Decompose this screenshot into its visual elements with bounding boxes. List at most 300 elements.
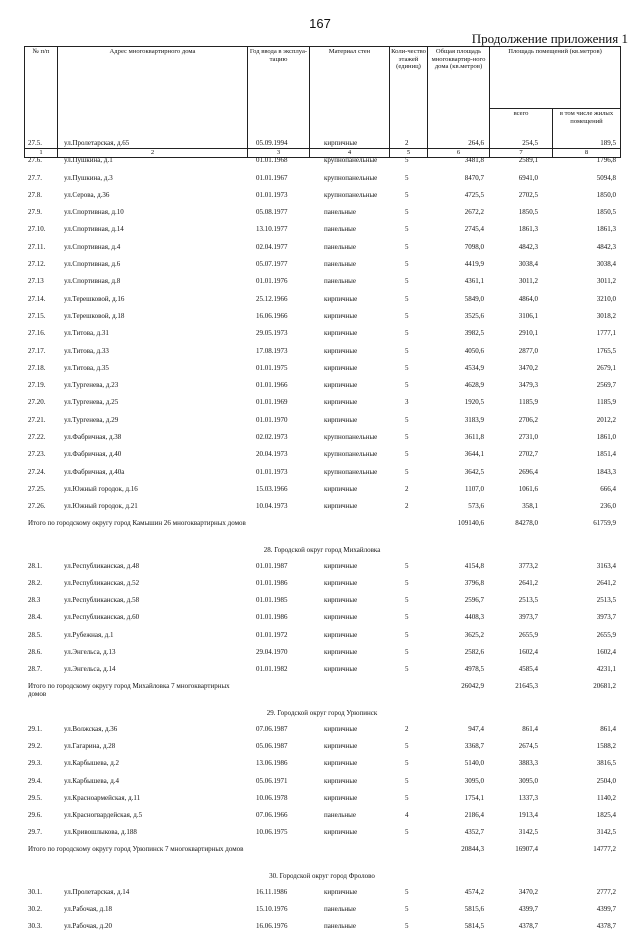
floors: 5 xyxy=(405,381,409,390)
premises-area: 4378,7 xyxy=(518,922,538,931)
table-row xyxy=(24,257,620,274)
living-area: 2655,9 xyxy=(596,630,616,639)
living-area: 3018,2 xyxy=(596,311,616,320)
address: ул.Спортивная, д.6 xyxy=(64,260,121,269)
wall-material: кирпичные xyxy=(324,561,358,570)
wall-material: крупнопанельные xyxy=(324,190,378,199)
commission-date: 01.01.1987 xyxy=(256,561,288,570)
living-area: 4378,7 xyxy=(596,922,616,931)
commission-date: 29.05.1973 xyxy=(256,329,288,338)
commission-date: 02.02.1973 xyxy=(256,433,288,442)
total-row xyxy=(24,843,620,867)
premises-area: 4842,3 xyxy=(518,242,538,251)
table-row xyxy=(24,808,620,825)
wall-material: крупнопанельные xyxy=(324,433,378,442)
total-area: 4978,5 xyxy=(464,665,484,674)
living-area: 1796,8 xyxy=(596,156,616,165)
address: ул.Карбышева, д.4 xyxy=(64,776,120,785)
commission-date: 01.01.1986 xyxy=(256,613,288,622)
row-number: 30.3. xyxy=(28,922,42,931)
row-number: 27.26. xyxy=(28,502,46,511)
total-area: 3642,5 xyxy=(464,467,484,476)
address: ул.Республиканская, д.58 xyxy=(64,596,140,605)
row-number: 28.6. xyxy=(28,648,42,657)
floors: 5 xyxy=(405,208,409,217)
wall-material: кирпичные xyxy=(324,776,358,785)
row-number: 27.10. xyxy=(28,225,46,234)
row-number: 27.9. xyxy=(28,208,42,217)
premises-area: 3470,2 xyxy=(518,363,538,372)
table-row xyxy=(24,576,620,593)
floors: 5 xyxy=(405,759,409,768)
total-area: 5140,0 xyxy=(464,759,484,768)
premises-area: 2731,0 xyxy=(518,433,538,442)
row-number: 28.5. xyxy=(28,630,42,639)
group-uryupinsk xyxy=(24,722,620,843)
wall-material: кирпичные xyxy=(324,887,358,896)
table-row xyxy=(24,825,620,842)
premises-area: 4585,4 xyxy=(518,665,538,674)
living-area: 1861,3 xyxy=(596,225,616,234)
table-row xyxy=(24,430,620,447)
total-area: 4408,3 xyxy=(464,613,484,622)
total-area: 3982,5 xyxy=(464,329,484,338)
commission-date: 05.08.1977 xyxy=(256,208,288,217)
total-area: 3368,7 xyxy=(464,741,484,750)
address: ул.Красногвардейская, д.5 xyxy=(64,811,143,820)
commission-date: 02.04.1977 xyxy=(256,242,288,251)
living-area: 1602,4 xyxy=(596,648,616,657)
address: ул.Терешковой, д.16 xyxy=(64,294,125,303)
section-title: 29. Городской округ город Урюпинск xyxy=(266,708,378,717)
commission-date: 15.10.1976 xyxy=(256,904,288,913)
living-area: 3142,5 xyxy=(596,828,616,837)
total-area: 5814,5 xyxy=(464,922,484,931)
table-row xyxy=(24,344,620,361)
table-row xyxy=(24,240,620,257)
commission-date: 05.06.1987 xyxy=(256,741,288,750)
wall-material: кирпичные xyxy=(324,381,358,390)
commission-date: 01.01.1975 xyxy=(256,363,288,372)
total-area: 4725,5 xyxy=(464,190,484,199)
row-number: 27.13 xyxy=(28,277,44,286)
living-area: 1588,2 xyxy=(596,741,616,750)
floors: 5 xyxy=(405,665,409,674)
table-row xyxy=(24,756,620,773)
table-row xyxy=(24,610,620,627)
total-premises: 21645,3 xyxy=(515,681,538,690)
floors: 5 xyxy=(405,225,409,234)
table-row xyxy=(24,919,620,936)
premises-area: 2702,5 xyxy=(518,190,538,199)
premises-area: 3883,3 xyxy=(518,759,538,768)
commission-date: 01.01.1973 xyxy=(256,190,288,199)
premises-area: 3106,1 xyxy=(518,311,538,320)
appendix-note: Продолжение приложения 1 xyxy=(471,31,628,46)
table-row xyxy=(24,722,620,739)
total-area: 1107,0 xyxy=(465,484,484,493)
address: ул.Республиканская, д.48 xyxy=(64,561,140,570)
living-area: 2504,0 xyxy=(596,776,616,785)
premises-area: 3095,0 xyxy=(518,776,538,785)
table-row xyxy=(24,274,620,291)
wall-material: крупнопанельные xyxy=(324,156,378,165)
premises-area: 1913,4 xyxy=(518,811,538,820)
row-number: 27.19. xyxy=(28,381,46,390)
living-area: 3163,4 xyxy=(596,561,616,570)
total-area: 4574,2 xyxy=(464,887,484,896)
total-label: Итого по городскому округу город Михайловка 7 многоквартирных домов xyxy=(28,681,230,699)
total-label: Итого по городскому округу город Камышин 26 многоквартирных домов xyxy=(28,518,246,527)
total-area: 4050,6 xyxy=(464,346,484,355)
total-area: 2186,4 xyxy=(464,811,484,820)
total-area: 3625,2 xyxy=(464,630,484,639)
premises-area: 3479,3 xyxy=(518,381,538,390)
commission-date: 25.12.1966 xyxy=(256,294,288,303)
premises-area: 6941,0 xyxy=(518,173,538,182)
wall-material: кирпичные xyxy=(324,648,358,657)
premises-area: 2910,1 xyxy=(518,329,538,338)
total-area: 4419,9 xyxy=(464,260,484,269)
total-row xyxy=(24,680,620,704)
address: ул.Терешковой, д.18 xyxy=(64,311,125,320)
address: ул.Республиканская, д.60 xyxy=(64,613,140,622)
living-area: 4842,3 xyxy=(596,242,616,251)
wall-material: панельные xyxy=(324,904,356,913)
row-number: 27.25. xyxy=(28,484,46,493)
commission-date: 01.01.1986 xyxy=(256,578,288,587)
premises-area: 1861,3 xyxy=(518,225,538,234)
address: ул.Спортивная, д.14 xyxy=(64,225,124,234)
header-num: 7 xyxy=(490,149,553,158)
total-area: 1920,5 xyxy=(464,398,484,407)
total-area: 4361,1 xyxy=(464,277,484,286)
row-number: 27.11. xyxy=(28,242,46,251)
row-number: 29.1. xyxy=(28,724,42,733)
commission-date: 17.08.1973 xyxy=(256,346,288,355)
address: ул.Энгельса, д.14 xyxy=(64,665,116,674)
table-row xyxy=(24,447,620,464)
floors: 5 xyxy=(405,311,409,320)
commission-date: 01.01.1969 xyxy=(256,398,288,407)
living-area: 1861,0 xyxy=(596,433,616,442)
floors: 5 xyxy=(405,630,409,639)
header-col6: Общая площадь многоквартир-ного дома (кв.метров) xyxy=(428,47,490,149)
floors: 2 xyxy=(405,502,409,511)
wall-material: кирпичные xyxy=(324,363,358,372)
wall-material: кирпичные xyxy=(324,294,358,303)
address: ул.Пролетарская, д.14 xyxy=(64,887,130,896)
premises-area: 1337,3 xyxy=(518,793,538,802)
total-area: 2596,7 xyxy=(464,596,484,605)
total-area: 4352,7 xyxy=(464,828,484,837)
living-area: 861,4 xyxy=(600,724,616,733)
table-row xyxy=(24,628,620,645)
commission-date: 01.01.1968 xyxy=(256,156,288,165)
living-area: 4399,7 xyxy=(596,904,616,913)
wall-material: панельные xyxy=(324,208,356,217)
wall-material: кирпичные xyxy=(324,596,358,605)
living-area: 1765,5 xyxy=(596,346,616,355)
address: ул.Рабочая, д.18 xyxy=(64,904,112,913)
floors: 5 xyxy=(405,648,409,657)
wall-material: крупнопанельные xyxy=(324,467,378,476)
header-num: 6 xyxy=(428,149,490,158)
premises-area: 3973,7 xyxy=(518,613,538,622)
group-kamyshin xyxy=(24,136,620,517)
premises-area: 2674,5 xyxy=(518,741,538,750)
living-area: 2679,1 xyxy=(596,363,616,372)
header-col3: Год ввода в эксплуа-тацию xyxy=(248,47,310,149)
total-area: 4534,9 xyxy=(464,363,484,372)
total-area: 3796,8 xyxy=(464,578,484,587)
wall-material: кирпичные xyxy=(324,346,358,355)
total-area: 3095,0 xyxy=(464,776,484,785)
header-num: 2 xyxy=(58,149,248,158)
total-living: 14777,2 xyxy=(593,844,616,853)
total-area: 3183,9 xyxy=(464,415,484,424)
floors: 4 xyxy=(405,811,409,820)
address: ул.Пушкина, д.3 xyxy=(64,173,113,182)
address: ул.Рубежная, д.1 xyxy=(64,630,114,639)
address: ул.Серова, д.36 xyxy=(64,190,110,199)
commission-date: 05.09.1994 xyxy=(256,139,288,147)
commission-date: 01.01.1982 xyxy=(256,665,288,674)
floors: 5 xyxy=(405,904,409,913)
floors: 5 xyxy=(405,828,409,837)
header-num: 3 xyxy=(248,149,310,158)
premises-area: 1061,6 xyxy=(518,484,538,493)
header-num: 8 xyxy=(553,149,621,158)
floors: 2 xyxy=(405,139,409,147)
living-area: 2513,5 xyxy=(596,596,616,605)
commission-date: 01.01.1985 xyxy=(256,596,288,605)
wall-material: кирпичные xyxy=(324,828,358,837)
address: ул.Тургенева, д.23 xyxy=(64,381,119,390)
commission-date: 10.06.1975 xyxy=(256,828,288,837)
living-area: 1851,4 xyxy=(596,450,616,459)
address: ул.Спортивная, д.8 xyxy=(64,277,121,286)
header-col78: Площадь помещений (кв.метров) xyxy=(490,47,621,109)
floors: 5 xyxy=(405,741,409,750)
header-num: 4 xyxy=(310,149,390,158)
address: ул.Спортивная, д.10 xyxy=(64,208,124,217)
floors: 5 xyxy=(405,363,409,372)
floors: 5 xyxy=(405,776,409,785)
living-area: 3210,0 xyxy=(596,294,616,303)
premises-area: 254,5 xyxy=(522,139,538,147)
table-row xyxy=(24,361,620,378)
premises-area: 3011,2 xyxy=(519,277,538,286)
living-area: 189,5 xyxy=(600,139,616,147)
premises-area: 2641,2 xyxy=(518,578,538,587)
table-row xyxy=(24,222,620,239)
commission-date: 01.01.1972 xyxy=(256,630,288,639)
address: ул.Карбышева, д.2 xyxy=(64,759,120,768)
living-area: 1185,9 xyxy=(597,398,616,407)
table-row xyxy=(24,413,620,430)
row-number: 27.23. xyxy=(28,450,46,459)
wall-material: кирпичные xyxy=(324,741,358,750)
row-number: 29.6. xyxy=(28,811,42,820)
commission-date: 05.07.1977 xyxy=(256,260,288,269)
row-number: 27.15. xyxy=(28,311,46,320)
living-area: 3973,7 xyxy=(596,613,616,622)
wall-material: кирпичные xyxy=(324,665,358,674)
total-area: 3611,8 xyxy=(465,433,484,442)
living-area: 1843,3 xyxy=(596,467,616,476)
row-number: 30.2. xyxy=(28,904,42,913)
address: ул.Фабричная, д.40а xyxy=(64,467,125,476)
address: ул.Красноармейская, д.11 xyxy=(64,793,141,802)
total-living: 20681,2 xyxy=(593,681,616,690)
floors: 3 xyxy=(405,398,409,407)
total-area: 7098,0 xyxy=(464,242,484,251)
wall-material: кирпичные xyxy=(324,630,358,639)
header-num: 5 xyxy=(390,149,428,158)
section-title: 28. Городской округ город Михайловка xyxy=(263,545,381,554)
floors: 5 xyxy=(405,294,409,303)
floors: 5 xyxy=(405,561,409,570)
address: ул.Тургенева, д.25 xyxy=(64,398,119,407)
header-num: 1 xyxy=(25,149,58,158)
living-area: 3816,5 xyxy=(596,759,616,768)
floors: 2 xyxy=(405,724,409,733)
commission-date: 13.06.1986 xyxy=(256,759,288,768)
address: ул.Гагарина, д.28 xyxy=(64,741,116,750)
premises-area: 3470,2 xyxy=(518,887,538,896)
row-number: 27.16. xyxy=(28,329,46,338)
total-area: 1754,1 xyxy=(464,793,484,802)
commission-date: 16.06.1976 xyxy=(256,922,288,931)
floors: 5 xyxy=(405,613,409,622)
wall-material: кирпичные xyxy=(324,415,358,424)
table-row xyxy=(24,774,620,791)
table-row xyxy=(24,309,620,326)
commission-date: 10.06.1978 xyxy=(256,793,288,802)
row-number: 29.4. xyxy=(28,776,42,785)
header-col8: в том числе жилых помещений xyxy=(553,109,621,149)
table-row xyxy=(24,153,620,170)
living-area: 1850,0 xyxy=(596,190,616,199)
living-area: 2012,2 xyxy=(596,415,616,424)
commission-date: 10.04.1973 xyxy=(256,502,288,511)
total-label: Итого по городскому округу город Урюпинск 7 многоквартирных домов xyxy=(28,844,244,853)
commission-date: 05.06.1971 xyxy=(256,776,288,785)
row-number: 27.24. xyxy=(28,467,46,476)
row-number: 28.3 xyxy=(28,596,41,605)
premises-area: 2877,0 xyxy=(518,346,538,355)
row-number: 28.1. xyxy=(28,561,42,570)
wall-material: панельные xyxy=(324,225,356,234)
table-row xyxy=(24,465,620,482)
row-number: 27.21. xyxy=(28,415,46,424)
row-number: 27.6. xyxy=(28,156,42,165)
table-row xyxy=(24,645,620,662)
header-col5: Коли-чество этажей (единиц) xyxy=(390,47,428,149)
table-row xyxy=(24,171,620,188)
address: ул.Тургенева, д.29 xyxy=(64,415,119,424)
floors: 5 xyxy=(405,433,409,442)
wall-material: панельные xyxy=(324,811,356,820)
group-frolovo xyxy=(24,885,620,937)
floors: 5 xyxy=(405,156,409,165)
floors: 5 xyxy=(405,887,409,896)
address: ул.Титова, д.31 xyxy=(64,329,109,338)
total-area: 947,4 xyxy=(468,724,484,733)
floors: 5 xyxy=(405,793,409,802)
address: ул.Республиканская, д.52 xyxy=(64,578,140,587)
premises-area: 1185,9 xyxy=(519,398,538,407)
table-row xyxy=(24,499,620,516)
commission-date: 13.10.1977 xyxy=(256,225,288,234)
commission-date: 07.06.1987 xyxy=(256,724,288,733)
commission-date: 01.01.1966 xyxy=(256,381,288,390)
table-row xyxy=(24,559,620,576)
wall-material: крупнопанельные xyxy=(324,450,378,459)
living-area: 2641,2 xyxy=(596,578,616,587)
premises-area: 1602,4 xyxy=(518,648,538,657)
floors: 5 xyxy=(405,190,409,199)
floors: 5 xyxy=(405,173,409,182)
floors: 5 xyxy=(405,415,409,424)
wall-material: кирпичные xyxy=(324,613,358,622)
premises-area: 3142,5 xyxy=(518,828,538,837)
address: ул.Титова, д.33 xyxy=(64,346,109,355)
total-area: 26042,9 xyxy=(461,681,484,690)
floors: 2 xyxy=(405,484,409,493)
table-row xyxy=(24,136,620,153)
row-number: 28.4. xyxy=(28,613,42,622)
commission-date: 01.01.1976 xyxy=(256,277,288,286)
floors: 5 xyxy=(405,467,409,476)
premises-area: 4399,7 xyxy=(518,904,538,913)
table-row xyxy=(24,188,620,205)
premises-area: 2706,2 xyxy=(518,415,538,424)
commission-date: 15.03.1966 xyxy=(256,484,288,493)
wall-material: крупнопанельные xyxy=(324,173,378,182)
header-col1: № п/п xyxy=(25,47,58,149)
table-row xyxy=(24,378,620,395)
table-row xyxy=(24,326,620,343)
wall-material: кирпичные xyxy=(324,793,358,802)
address: ул.Волжская, д.36 xyxy=(64,724,118,733)
total-premises: 84278,0 xyxy=(515,518,538,527)
table-row xyxy=(24,395,620,412)
table-body xyxy=(24,136,620,937)
row-number: 29.7. xyxy=(28,828,42,837)
premises-area: 2655,9 xyxy=(518,630,538,639)
total-area: 2672,2 xyxy=(464,208,484,217)
row-number: 27.22. xyxy=(28,433,46,442)
floors: 5 xyxy=(405,450,409,459)
total-area: 4154,8 xyxy=(464,561,484,570)
total-area: 3481,8 xyxy=(464,156,484,165)
living-area: 3038,4 xyxy=(596,260,616,269)
wall-material: кирпичные xyxy=(324,724,358,733)
total-area: 2745,4 xyxy=(464,225,484,234)
total-area: 5815,6 xyxy=(464,904,484,913)
table-row xyxy=(24,593,620,610)
row-number: 27.20. xyxy=(28,398,46,407)
wall-material: панельные xyxy=(324,277,356,286)
total-area: 109140,6 xyxy=(457,518,484,527)
premises-area: 861,4 xyxy=(522,724,538,733)
address: ул.Фабричная, д.40 xyxy=(64,450,122,459)
table-row xyxy=(24,739,620,756)
row-number: 30.1. xyxy=(28,887,42,896)
wall-material: кирпичные xyxy=(324,484,358,493)
